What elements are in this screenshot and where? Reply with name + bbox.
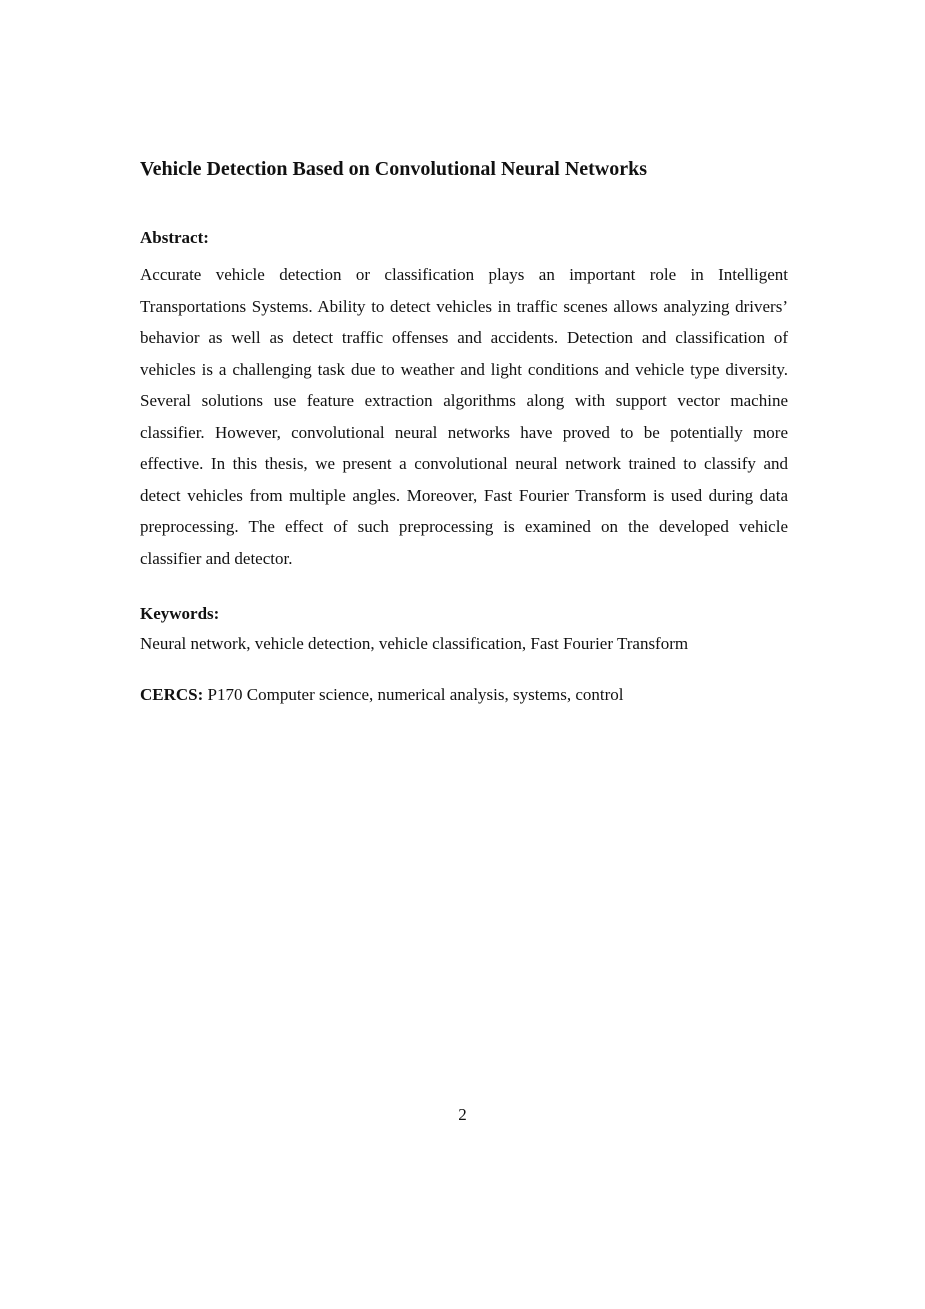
page-content	[140, 155, 788, 707]
keywords-list: Neural network, vehicle detection, vehicle classification, Fast Fourier Transform	[140, 634, 689, 653]
abstract-heading: Abstract:	[140, 228, 209, 247]
cercs-line	[140, 683, 788, 707]
keywords-heading: Keywords:	[140, 604, 220, 623]
paper-title: Vehicle Detection Based on Convolutional Neural Networks	[140, 158, 648, 180]
abstract-paragraph: Accurate vehicle detection or classification plays an important role in Intelligent Transportations Systems. Ability to detect vehicles in traffic scenes allows analyzing drivers’ behavior as well as detect traffic offenses and accidents. Detection and classification of vehicles is a challenging task due to weather and light conditions and vehicle type diversity. Several solutions use feature extraction algorithms along with support vector machine classifier. However, convolutional neural networks have proved to be potentially more effective. In this thesis, we present a convolutional neural network trained to classify and detect vehicles from multiple angles. Moreover, Fast Fourier Transform is used during data preprocessing. The effect of such preprocessing is examined on the developed vehicle classifier and detector.	[140, 265, 788, 568]
cercs-value: P170 Computer science, numerical analysis, systems, control	[207, 685, 624, 704]
page-number: 2	[458, 1105, 467, 1124]
cercs-label: CERCS:	[140, 685, 204, 704]
